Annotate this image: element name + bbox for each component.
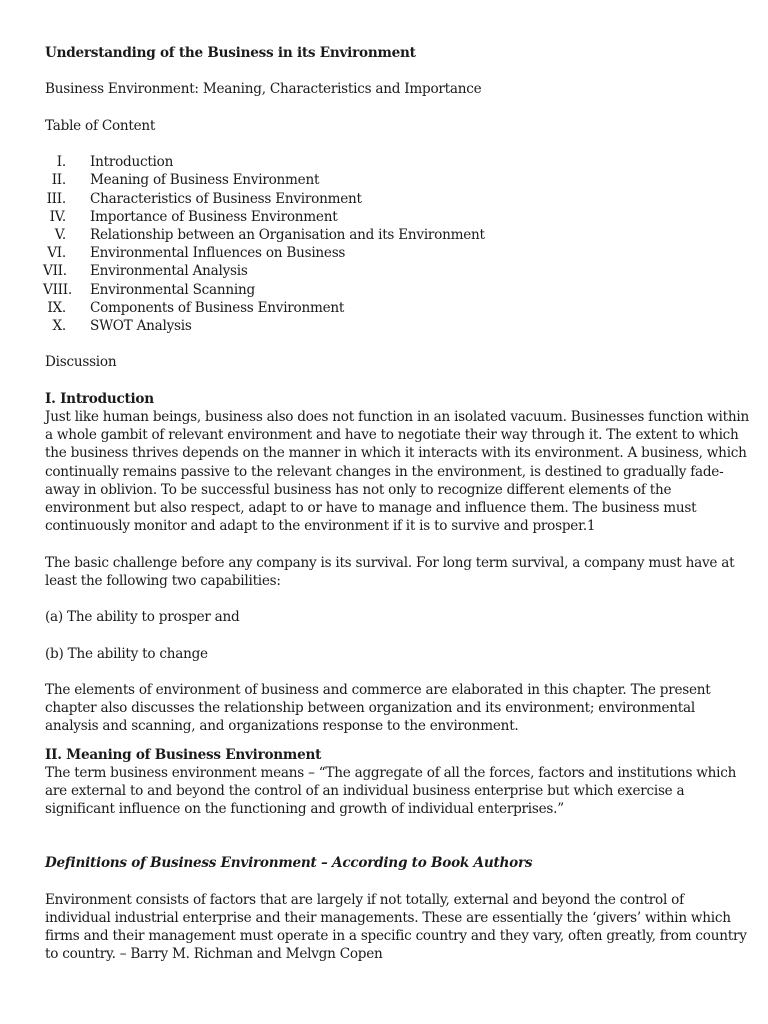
- toc-item-number: VII.: [43, 263, 67, 280]
- paragraph-line: continually remains passive to the relevant changes in the environment, is destined to gradually fade-: [45, 463, 724, 480]
- definitions-heading: Definitions of Business Environment – According to Book Authors: [45, 855, 533, 872]
- section-heading-meaning: II. Meaning of Business Environment: [45, 746, 322, 763]
- paragraph-line: away in oblivion. To be successful business has not only to recognize different elements of the: [45, 481, 672, 498]
- paragraph-line: environment but also respect, adapt to or have to manage and influence them. The business must: [45, 500, 697, 516]
- toc-item-number: II.: [51, 172, 66, 189]
- toc-item-number: V.: [54, 226, 66, 243]
- elements-paragraph: [45, 681, 735, 736]
- toc-item: [45, 171, 735, 189]
- definitions-paragraph: [45, 891, 747, 964]
- toc-item-number: III.: [46, 190, 66, 207]
- paragraph-line: significant influence on the functioning and growth of individual enterprises.”: [45, 801, 564, 818]
- toc-item: [45, 281, 735, 299]
- discussion-label: Discussion: [45, 354, 117, 371]
- toc-item-title: Environmental Influences on Business: [90, 245, 346, 262]
- paragraph-line: least the following two capabilities:: [45, 572, 281, 589]
- toc-item-title: SWOT Analysis: [90, 318, 192, 334]
- paragraph-line: to country. – Barry M. Richman and Melvgn Copen: [45, 946, 383, 963]
- meaning-paragraph: [45, 764, 735, 819]
- paragraph-line: Environment consists of factors that are largely if not totally, external and beyond the control of: [45, 891, 684, 908]
- toc-item-title: Relationship between an Organisation and its Environment: [90, 226, 485, 243]
- toc-item: [45, 226, 735, 244]
- toc-item: [45, 208, 735, 226]
- paragraph-line: firms and their management must operate in a specific country and they vary, often greatly, from country: [45, 928, 747, 945]
- capability-item-b: (b) The ability to change: [45, 645, 208, 662]
- toc-item-number: X.: [52, 318, 66, 334]
- document-title: Understanding of the Business in its Environment: [45, 45, 416, 61]
- toc-item: [45, 299, 735, 317]
- toc-item: [45, 153, 735, 171]
- toc-item-title: Importance of Business Environment: [90, 208, 338, 225]
- introduction-paragraph: [45, 408, 749, 535]
- paragraph-line: The elements of environment of business and commerce are elaborated in this chapter. The present: [45, 681, 711, 698]
- paragraph-line: chapter also discusses the relationship between organization and its environment; environmental: [45, 700, 695, 717]
- toc-item-title: Environmental Analysis: [90, 263, 248, 280]
- survival-paragraph: [45, 554, 735, 590]
- toc-item: [45, 262, 735, 280]
- toc-item-number: I.: [56, 154, 66, 171]
- table-of-contents: [45, 153, 735, 335]
- toc-heading: Table of Content: [45, 117, 156, 134]
- toc-item: [45, 190, 735, 208]
- document-page: [43, 44, 749, 964]
- toc-item-title: Introduction: [90, 154, 174, 171]
- paragraph-line: are external to and beyond the control of an individual business enterprise but which exercise a: [45, 782, 685, 799]
- toc-item-title: Environmental Scanning: [90, 281, 255, 298]
- toc-item-title: Components of Business Environment: [90, 299, 345, 316]
- section-heading-introduction: I. Introduction: [45, 390, 154, 407]
- toc-item-number: IX.: [47, 299, 66, 316]
- toc-item: [45, 317, 735, 335]
- capability-item-a: (a) The ability to prosper and: [45, 609, 240, 626]
- paragraph-line: Just like human beings, business also does not function in an isolated vacuum. Businesses function within: [45, 408, 749, 425]
- document-subtitle: Business Environment: Meaning, Characteristics and Importance: [45, 81, 482, 98]
- paragraph-line: a whole gambit of relevant environment and have to negotiate their way through it. The extent to which: [45, 427, 739, 444]
- paragraph-line: The term business environment means – “The aggregate of all the forces, factors and institutions which: [45, 764, 737, 781]
- paragraph-line: the business thrives depends on the manner in which it interacts with its environment. A business, which: [45, 445, 747, 462]
- toc-item-number: VIII.: [43, 281, 72, 298]
- toc-item-number: IV.: [49, 208, 66, 225]
- toc-item-number: VI.: [47, 245, 66, 262]
- toc-item-title: Characteristics of Business Environment: [90, 190, 362, 207]
- paragraph-line: analysis and scanning, and organizations response to the environment.: [45, 718, 519, 735]
- toc-item: [45, 244, 735, 262]
- toc-item-title: Meaning of Business Environment: [90, 172, 320, 189]
- paragraph-line: individual industrial enterprise and their managements. These are essentially the ‘givers’ within which: [45, 909, 731, 926]
- paragraph-line: The basic challenge before any company is its survival. For long term survival, a company must have at: [45, 554, 735, 571]
- paragraph-line: continuously monitor and adapt to the environment if it is to survive and prosper.1: [45, 518, 596, 535]
